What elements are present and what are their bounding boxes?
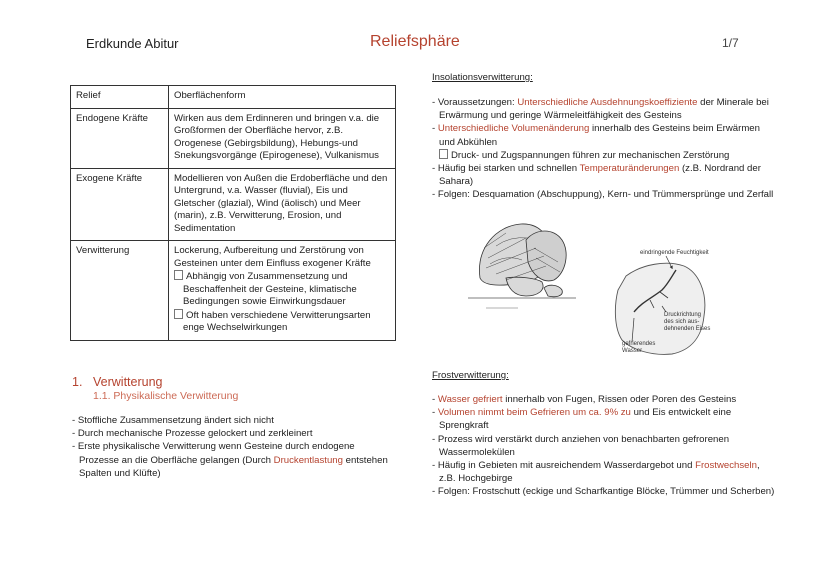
empty-box-icon — [174, 309, 183, 319]
table-cell-label: Endogene Kräfte — [71, 108, 169, 168]
table-cell-label: Verwitterung — [71, 241, 169, 341]
list-item: - Prozess wird verstärkt durch anziehen von benachbarten gefrorenen Wassermolekülen — [432, 433, 730, 458]
table-cell-text: Wirken aus dem Erdinneren und bringen v.a. die Großformen der Oberfläche hervor, z.B. Orogenese (Gebirgsbildung), Hebungs-und Snekungsvorgänge (Epirogenese), Vulkanismus — [169, 108, 396, 168]
label-moisture: eindringende Feuchtigkeit — [640, 250, 709, 256]
list-item: - Stoffliche Zusammensetzung ändert sich nicht — [72, 415, 274, 426]
table-cell-label: Exogene Kräfte — [71, 168, 169, 241]
header-subject: Erdkunde Abitur — [86, 36, 179, 51]
list-item: Druck- und Zugspannungen führen zur mechanischen Zerstörung — [432, 149, 777, 162]
table-cell-text: Modellieren von Außen die Erdoberfläche und den Untergrund, v.a. Wasser (fluvial), Eis und Gletscher (glazial), Wind (äolisch) und Meer (marin), z.B. Verwitterung, Erosion, und Sedimentation — [169, 168, 396, 241]
table-cell-text — [169, 241, 396, 341]
list-item: - Durch mechanische Prozesse gelockert und zerkleinert — [72, 428, 313, 440]
table-cell-label: Relief — [71, 86, 169, 109]
section-number: 1. — [72, 375, 83, 389]
checkbox-bullet — [174, 270, 390, 309]
table-cell-text: Oberflächenform — [169, 86, 396, 109]
label-water: gefrierendes Wasser — [622, 341, 656, 354]
relief-table — [70, 85, 396, 341]
list-item: - Häufig bei starken und schnellen Temperaturänderungen (z.B. Nordrand der Sahara) — [432, 163, 761, 188]
section-title-text: Verwitterung — [93, 375, 163, 389]
list-item: - Erste physikalische Verwitterung wenn Gesteine durch endogene Prozesse an die Oberfläche gelangen (Durch Druckentlastung entstehen Spalten und Klüfte) — [72, 441, 388, 479]
table-cell-paragraph: Lockerung, Aufbereitung und Zerstörung von Gesteinen unter dem Einfluss exogener Kräfte — [174, 245, 371, 269]
list-item: - Häufig in Gebieten mit ausreichendem Wasserdargebot und Frostwechseln, z.B. Hochgebirge — [432, 460, 760, 485]
table-row — [71, 108, 396, 168]
list-item: - Folgen: Frostschutt (eckige und Scharfkantige Blöcke, Trümmer und Scherben) — [432, 486, 775, 498]
section-subtitle: 1.1. Physikalische Verwitterung — [93, 390, 239, 402]
rock-illustration — [466, 218, 578, 313]
page-number: 1/7 — [722, 36, 739, 50]
section-heading — [72, 375, 238, 402]
table-row — [71, 86, 396, 109]
frost-heading: Frostverwitterung: — [432, 370, 509, 381]
frost-list — [432, 393, 777, 499]
insolation-heading: Insolationsverwitterung: — [432, 72, 533, 83]
list-item: - Unterschiedliche Volumenänderung innerhalb des Gesteins beim Erwärmen und Abkühlen — [432, 123, 760, 148]
bullet-text: Abhängig von Zusammensetzung und Beschaffenheit der Gesteine, klimatische Bedingungen sowie Einwirkungsdauer — [183, 271, 357, 307]
empty-box-icon — [439, 149, 448, 159]
list-item: - Folgen: Desquamation (Abschuppung), Kern- und Trümmersprünge und Zerfall — [432, 189, 774, 201]
page-title: Reliefsphäre — [370, 33, 460, 50]
section-title — [72, 375, 238, 389]
table-row — [71, 168, 396, 241]
list-item: - Volumen nimmt beim Gefrieren um ca. 9% zu und Eis entwickelt eine Sprengkraft — [432, 407, 732, 432]
table-row — [71, 241, 396, 341]
list-item: - Wasser gefriert innerhalb von Fugen, Rissen oder Poren des Gesteins — [432, 394, 737, 405]
checkbox-bullet — [174, 309, 390, 335]
bullet-text: Oft haben verschiedene Verwitterungsarten enge Wechselwirkungen — [183, 309, 371, 333]
empty-box-icon — [174, 270, 183, 280]
label-pressure: Druckrichtung des sich aus- dehnenden Eises — [664, 312, 711, 332]
list-item: - Voraussetzungen: Unterschiedliche Ausdehnungskoeffiziente der Minerale bei Erwärmung und geringe Wärmeleitfähigkeit des Gesteins — [432, 97, 769, 122]
physical-weathering-list — [72, 414, 397, 480]
insolation-list — [432, 96, 777, 202]
